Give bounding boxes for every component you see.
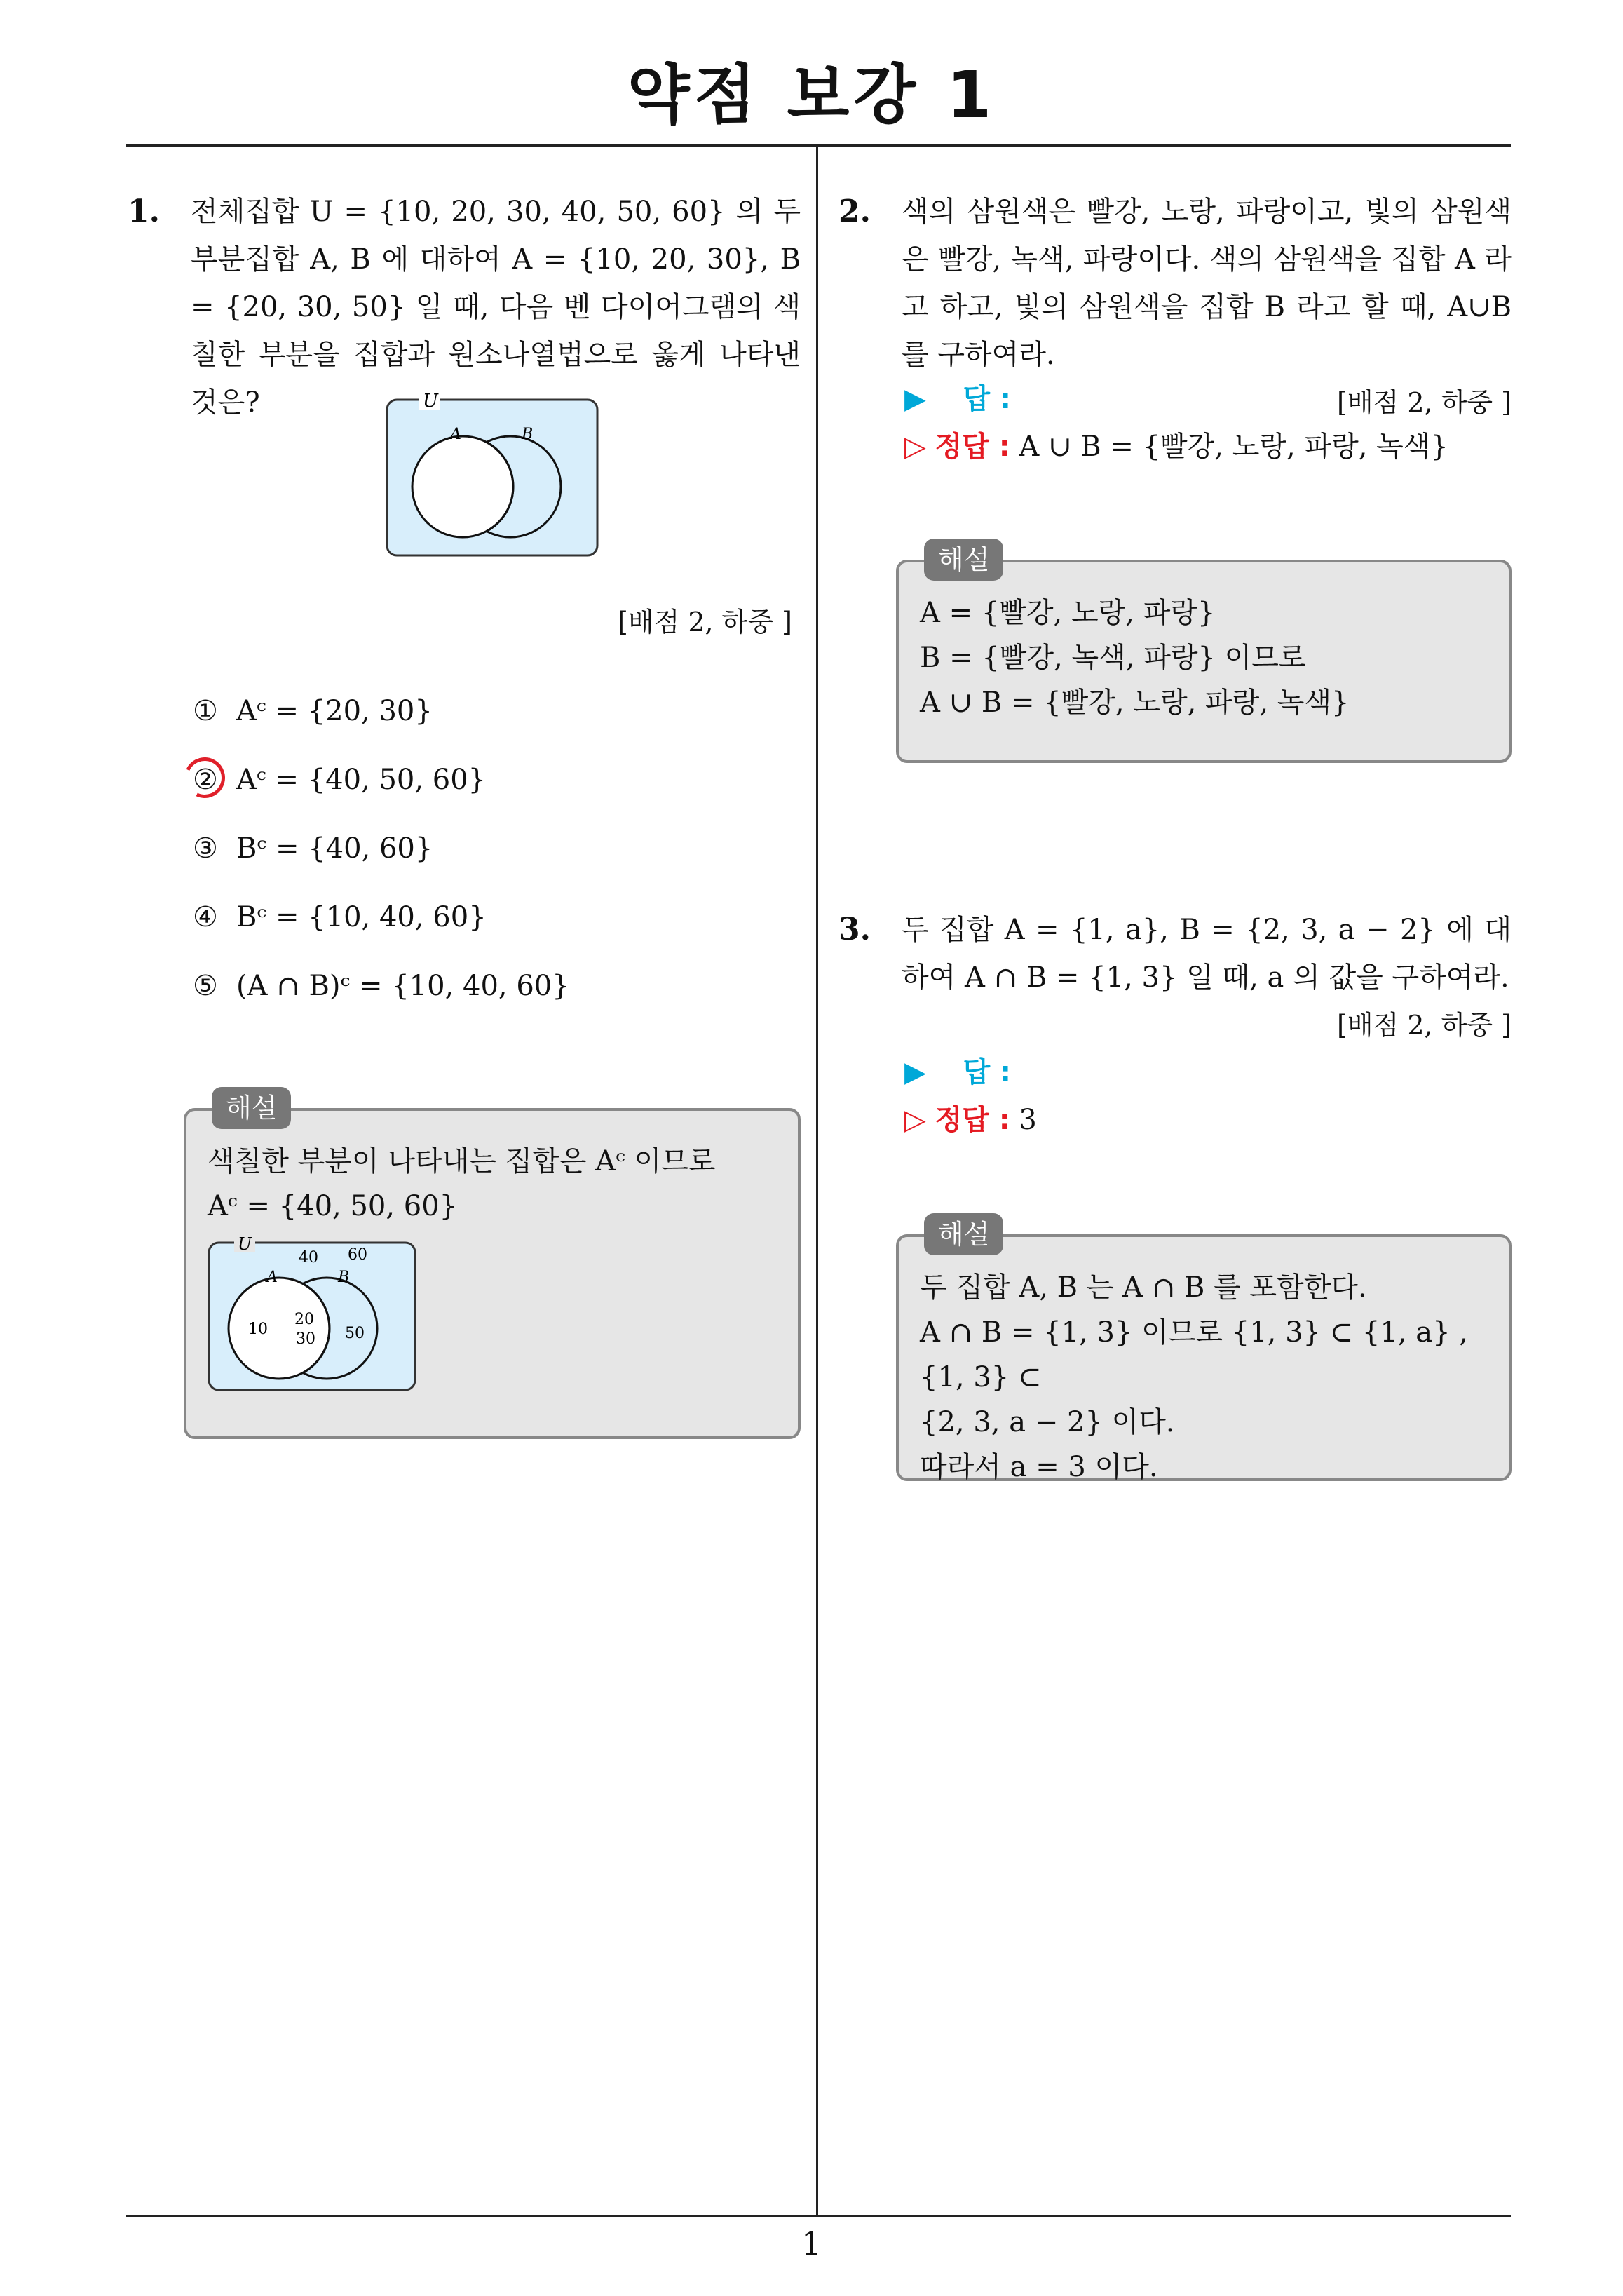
question-text: 색의 삼원색은 빨강, 노랑, 파랑이고, 빛의 삼원색은 빨강, 녹색, 파랑이다. 색의 삼원색을 집합 A 라고 하고, 빛의 삼원색을 집합 B 라고 할 때, A∪B 를 구하여라. bbox=[902, 196, 1512, 371]
option-mark: ⑤ bbox=[193, 970, 218, 1002]
option-4[interactable] bbox=[193, 896, 754, 965]
option-mark: ③ bbox=[193, 832, 218, 865]
venn-element-40: 40 bbox=[299, 1249, 318, 1267]
explanation-line: 두 집합 A, B 는 A ∩ B 를 포함한다. bbox=[920, 1271, 1367, 1304]
answer-line-2 bbox=[904, 376, 1011, 422]
question-number: 3. bbox=[838, 912, 871, 947]
correct-marker-icon: ▷ bbox=[904, 1104, 926, 1136]
explanation-venn bbox=[208, 1231, 418, 1393]
venn-diagram bbox=[384, 383, 602, 558]
venn-element-20: 20 bbox=[294, 1311, 314, 1328]
option-1[interactable] bbox=[193, 690, 754, 759]
explanation-box-1 bbox=[184, 1093, 801, 1439]
header-divider bbox=[126, 144, 1511, 147]
option-mark: ② bbox=[193, 764, 218, 796]
answer-line-3 bbox=[904, 1049, 1011, 1095]
option-text: Bᶜ = {10, 40, 60} bbox=[236, 901, 487, 933]
explanation-line: Aᶜ = {40, 50, 60} bbox=[208, 1190, 458, 1222]
explanation-line: A ∩ B = {1, 3} 이므로 {1, 3} ⊂ {1, a} , {1, 3} ⊂ bbox=[920, 1316, 1468, 1393]
explanation-line: 따라서 a = 3 이다. bbox=[920, 1451, 1158, 1483]
explanation-line: {2, 3, a − 2} 이다. bbox=[920, 1406, 1175, 1438]
question-1-score: [배점 2, 하중 ] bbox=[618, 607, 792, 637]
correct-answer-value: A ∪ B = {빨강, 노랑, 파랑, 녹색} bbox=[1019, 431, 1448, 463]
answer-play-icon: ▶ bbox=[904, 1056, 926, 1088]
question-text: 두 집합 A = {1, a}, B = {2, 3, a − 2} 에 대하여 A ∩ B = {1, 3} 일 때, a 의 값을 구하여라. bbox=[902, 914, 1512, 994]
option-text: Bᶜ = {40, 60} bbox=[236, 832, 433, 865]
option-text: Aᶜ = {20, 30} bbox=[236, 695, 433, 727]
question-number: 1. bbox=[128, 194, 160, 229]
correct-marker-icon: ▷ bbox=[904, 431, 926, 463]
question-text: 전체집합 U = {10, 20, 30, 40, 50, 60} 의 두 부분집합 A, B 에 대하여 A = {10, 20, 30}, B = {20, 30, 50} 일 때, 다음 벤 다이어그램의 색칠한 부분을 집합과 원소나열법으로 옳게 나타낸 것은? bbox=[191, 196, 801, 419]
explanation-box-2 bbox=[896, 544, 1512, 763]
explanation-tag: 해설 bbox=[924, 539, 1003, 581]
explanation-box-3 bbox=[896, 1219, 1512, 1483]
options-list bbox=[193, 690, 754, 1034]
correct-answer-label: 정답 : bbox=[935, 1104, 1010, 1136]
explanation-line: A ∪ B = {빨강, 노랑, 파랑, 녹색} bbox=[920, 687, 1350, 719]
venn-element-30: 30 bbox=[296, 1330, 315, 1348]
venn-b-label: B bbox=[338, 1269, 350, 1286]
answer-label: 답 : bbox=[963, 383, 1012, 415]
option-text: (A ∩ B)ᶜ = {10, 40, 60} bbox=[236, 970, 570, 1002]
page-number: 1 bbox=[801, 2224, 822, 2262]
correct-answer-line-3 bbox=[904, 1097, 1037, 1143]
venn-element-50: 50 bbox=[345, 1325, 365, 1342]
option-mark: ④ bbox=[193, 901, 218, 933]
venn-u-label: U bbox=[238, 1234, 252, 1254]
option-3[interactable] bbox=[193, 828, 754, 896]
footer-divider bbox=[126, 2215, 1511, 2217]
venn-a-label: A bbox=[266, 1269, 278, 1286]
explanation-tag: 해설 bbox=[924, 1213, 1003, 1255]
venn-u-label: U bbox=[423, 391, 438, 412]
explanation-line: 색칠한 부분이 나타내는 집합은 Aᶜ 이므로 bbox=[208, 1145, 716, 1177]
question-number: 2. bbox=[838, 194, 871, 229]
question-3-score: [배점 2, 하중 ] bbox=[1337, 1010, 1512, 1041]
explanation-line: B = {빨강, 녹색, 파랑} 이므로 bbox=[920, 642, 1306, 674]
option-mark: ① bbox=[193, 695, 218, 727]
page-title: 약점 보강 1 bbox=[627, 58, 996, 133]
venn-element-60: 60 bbox=[348, 1246, 367, 1264]
correct-answer-value: 3 bbox=[1019, 1104, 1037, 1136]
answer-label: 답 : bbox=[963, 1056, 1012, 1088]
option-text: Aᶜ = {40, 50, 60} bbox=[236, 764, 487, 796]
venn-element-10: 10 bbox=[248, 1321, 268, 1338]
explanation-line: A = {빨강, 노랑, 파랑} bbox=[920, 597, 1216, 629]
question-3 bbox=[838, 906, 1512, 1049]
option-2[interactable] bbox=[193, 759, 754, 828]
column-divider bbox=[816, 147, 818, 2216]
venn-b-label: B bbox=[522, 426, 534, 443]
answer-play-icon: ▶ bbox=[904, 383, 926, 415]
option-5[interactable] bbox=[193, 965, 754, 1034]
correct-answer-line-2 bbox=[904, 424, 1448, 470]
explanation-tag: 해설 bbox=[212, 1087, 291, 1129]
question-2-score: [배점 2, 하중 ] bbox=[1337, 387, 1512, 418]
correct-answer-label: 정답 : bbox=[935, 431, 1010, 463]
venn-a-label: A bbox=[450, 426, 461, 443]
